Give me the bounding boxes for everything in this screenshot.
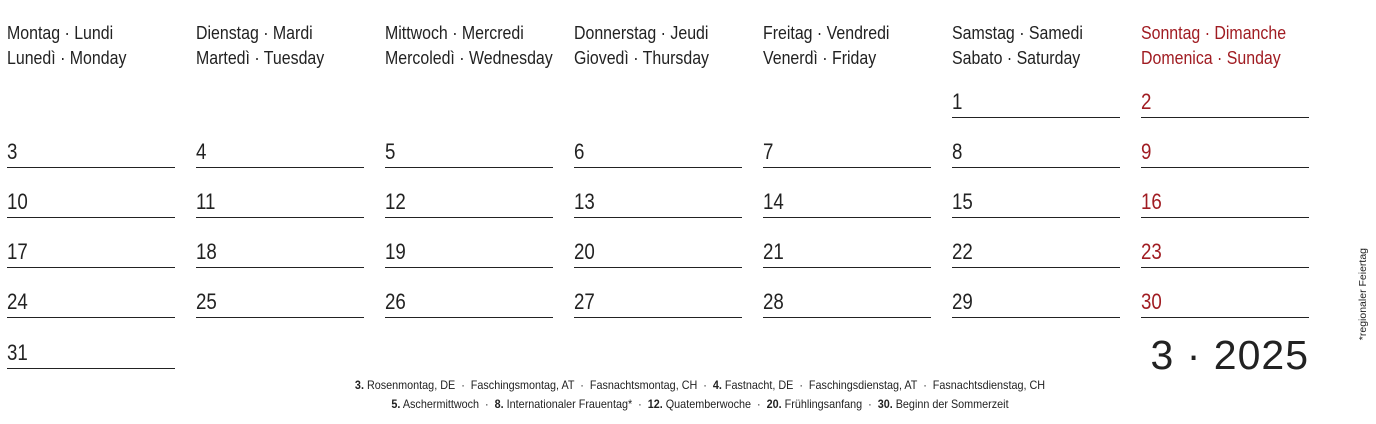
day-number: 15 — [952, 189, 973, 214]
day-number: 12 — [385, 189, 406, 214]
day-number: 7 — [763, 139, 774, 164]
day-number: 30 — [1141, 289, 1162, 314]
day-number: 5 — [385, 139, 396, 164]
weekday-header — [1141, 20, 1296, 70]
day-cell — [1141, 278, 1309, 318]
weekday-name-line2: Venerdì · Friday — [763, 47, 877, 68]
weekday-name-line2: Giovedì · Thursday — [574, 47, 710, 68]
day-cell — [763, 128, 931, 168]
weekday-header — [763, 20, 918, 70]
footnote-text: Frühlingsanfang · — [781, 397, 878, 411]
day-number: 2 — [1141, 89, 1152, 114]
day-number: 6 — [574, 139, 585, 164]
day-number: 18 — [196, 239, 217, 264]
day-number: 23 — [1141, 239, 1162, 264]
day-cell — [952, 78, 1120, 118]
day-cell — [952, 178, 1120, 218]
footnote-date: 8. — [494, 397, 504, 411]
footnote-date: 4. — [712, 378, 722, 392]
day-cell — [7, 178, 175, 218]
day-cell — [196, 128, 364, 168]
day-number: 14 — [763, 189, 784, 214]
day-cell — [952, 228, 1120, 268]
day-number: 11 — [196, 189, 216, 214]
month-year-label: 3 · 2025 — [1150, 332, 1309, 378]
footnote-date: 30. — [877, 397, 893, 411]
day-number: 13 — [574, 189, 595, 214]
day-cell — [574, 228, 742, 268]
day-cell — [1141, 178, 1309, 218]
day-number: 20 — [574, 239, 595, 264]
footnote-line-1 — [295, 376, 1105, 395]
day-cell — [574, 278, 742, 318]
day-number: 26 — [385, 289, 406, 314]
day-cell — [952, 278, 1120, 318]
day-number: 21 — [763, 239, 784, 264]
day-cell — [385, 278, 553, 318]
weekday-header — [7, 20, 162, 70]
day-cell — [763, 228, 931, 268]
day-cell — [7, 228, 175, 268]
footnote-date: 5. — [391, 397, 401, 411]
day-number: 9 — [1141, 139, 1152, 164]
day-cell — [1141, 228, 1309, 268]
day-cell — [763, 178, 931, 218]
footnote-date: 12. — [647, 397, 663, 411]
day-number: 10 — [7, 189, 28, 214]
day-cell — [574, 128, 742, 168]
day-number: 1 — [952, 89, 963, 114]
day-number: 28 — [763, 289, 784, 314]
weekday-name-line1: Donnerstag · Jeudi — [574, 22, 709, 43]
day-number: 29 — [952, 289, 973, 314]
day-number: 8 — [952, 139, 963, 164]
day-cell — [574, 178, 742, 218]
weekday-name-line2: Martedì · Tuesday — [196, 47, 325, 68]
footnote-text: Quatemberwoche · — [662, 397, 767, 411]
day-number: 19 — [385, 239, 406, 264]
weekday-header — [952, 20, 1107, 70]
day-cell — [385, 228, 553, 268]
weekday-name-line2: Sabato · Saturday — [952, 47, 1081, 68]
weekday-name-line1: Dienstag · Mardi — [196, 22, 313, 43]
weekday-name-line1: Montag · Lundi — [7, 22, 114, 43]
footnote-text: Beginn der Sommerzeit — [892, 397, 1009, 411]
day-number: 3 — [7, 139, 18, 164]
footnote-text: Fastnacht, DE · Faschingsdienstag, AT · Fasnachtsdienstag, CH — [721, 378, 1046, 392]
weekday-name-line2: Domenica · Sunday — [1141, 47, 1281, 68]
day-cell — [952, 128, 1120, 168]
day-number: 17 — [7, 239, 28, 264]
day-cell — [196, 278, 364, 318]
holiday-footnotes — [295, 376, 1105, 414]
day-cell — [1141, 128, 1309, 168]
weekday-header — [385, 20, 553, 70]
weekday-header — [196, 20, 351, 70]
day-number: 25 — [196, 289, 217, 314]
day-cell — [1141, 78, 1309, 118]
day-cell — [385, 128, 553, 168]
day-number: 16 — [1141, 189, 1162, 214]
day-cell — [385, 178, 553, 218]
footnote-text: Rosenmontag, DE · Faschingsmontag, AT · Fasnachtsmontag, CH · — [363, 378, 713, 392]
day-number: 24 — [7, 289, 28, 314]
day-cell — [7, 278, 175, 318]
weekday-name-line1: Samstag · Samedi — [952, 22, 1083, 43]
day-cell — [763, 278, 931, 318]
day-cell — [7, 128, 175, 168]
weekday-name-line1: Freitag · Vendredi — [763, 22, 890, 43]
weekday-name-line2: Lunedì · Monday — [7, 47, 127, 68]
regional-holiday-note: *regionaler Feiertag — [1357, 248, 1369, 341]
weekday-name-line1: Mittwoch · Mercredi — [385, 22, 524, 43]
day-cell — [196, 228, 364, 268]
weekday-name-line1: Sonntag · Dimanche — [1141, 22, 1287, 43]
footnote-date: 20. — [766, 397, 782, 411]
day-number: 4 — [196, 139, 207, 164]
weekday-header — [574, 20, 729, 70]
footnote-text: Aschermittwoch · — [400, 397, 495, 411]
footnote-date: 3. — [354, 378, 364, 392]
day-cell — [196, 178, 364, 218]
footnote-text: Internationaler Frauentag* · — [503, 397, 648, 411]
day-cell — [7, 329, 175, 369]
day-number: 22 — [952, 239, 973, 264]
day-number: 27 — [574, 289, 595, 314]
day-number: 31 — [7, 340, 28, 365]
footnote-line-2 — [295, 395, 1105, 414]
weekday-name-line2: Mercoledì · Wednesday — [385, 47, 553, 68]
